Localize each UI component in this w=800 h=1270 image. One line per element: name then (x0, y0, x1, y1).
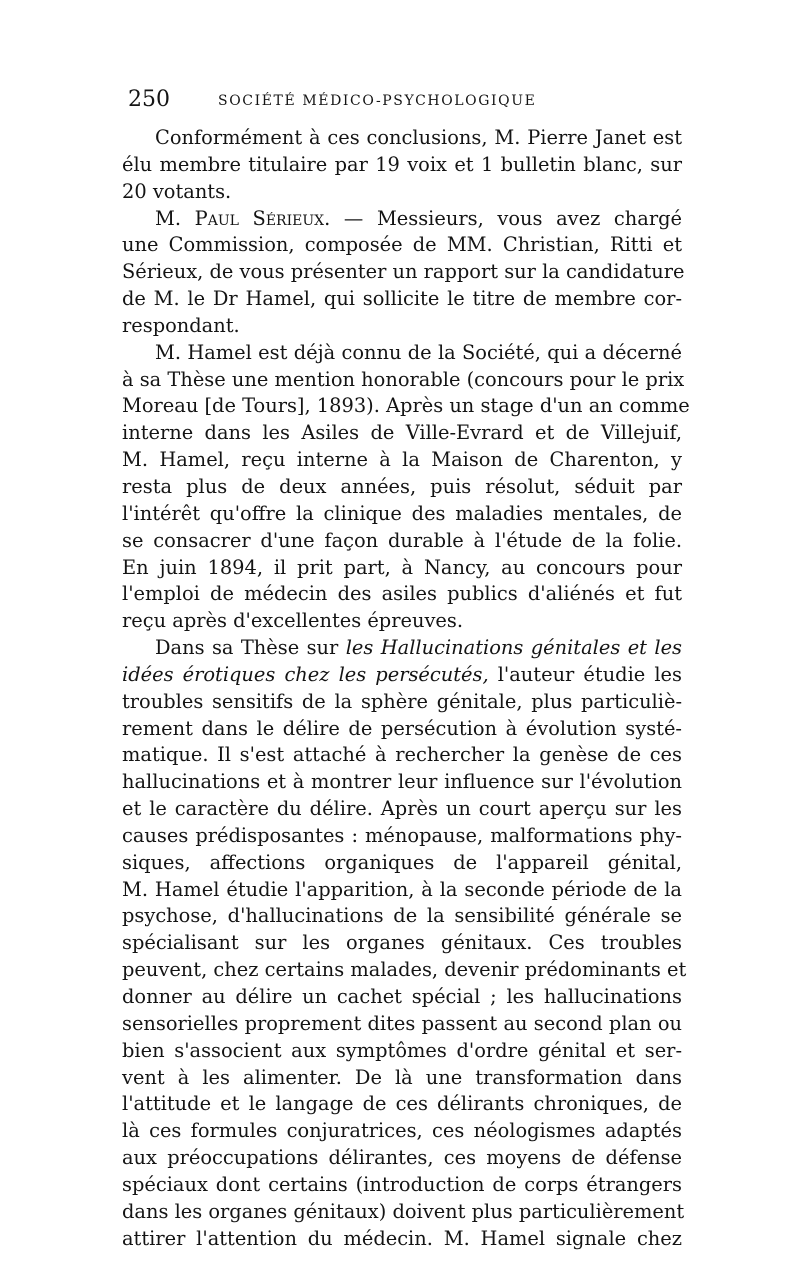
line-text: En juin 1894, il prit part, à Nancy, au concours pour (122, 555, 682, 579)
text-line-p1-l1 (122, 125, 682, 152)
text-line-p4-l5 (122, 742, 682, 769)
line-text: sensorielles proprement dites passent au second plan ou (122, 1011, 682, 1035)
line-text: Sérieux, de vous présenter un rapport sur la candidature (122, 260, 685, 284)
text-line-p2-l4 (122, 286, 682, 313)
text-line-p4-l23 (122, 1226, 682, 1253)
text-line-p3-l1 (122, 340, 682, 367)
page-header (128, 88, 680, 112)
line-text: et le caractère du délire. Après un court aperçu sur les (122, 797, 682, 821)
text-line-p3-l10 (122, 581, 682, 608)
line-text: interne dans les Asiles de Ville-Evrard et de Villejuif, (122, 421, 682, 445)
line-text: M. Hamel étudie l'apparition, à la seconde période de la (122, 877, 682, 901)
text-line-p4-l4 (122, 716, 682, 743)
line-text: de M. le Dr Hamel, qui sollicite le titre de membre cor- (122, 287, 682, 311)
line-text: Dans sa Thèse sur (155, 636, 346, 660)
text-line-p4-l18 (122, 1091, 682, 1118)
text-line-p3-l3 (122, 393, 690, 420)
text-line-p4-l21 (122, 1172, 682, 1199)
text-line-p2-l1 (122, 206, 682, 233)
italic-title: idées érotiques chez les persécutés, (122, 662, 489, 686)
text-line-p3-l6 (122, 474, 682, 501)
text-line-p3-l11 (122, 608, 682, 635)
text-line-p4-l10 (122, 877, 682, 904)
text-line-p4-l15 (122, 1011, 682, 1038)
text-line-p3-l5 (122, 447, 682, 474)
running-title: SOCIÉTÉ MÉDICO-PSYCHOLOGIQUE (218, 93, 537, 109)
line-text: se consacrer d'une façon durable à l'étude de la folie. (122, 528, 682, 552)
text-line-p3-l9 (122, 555, 682, 582)
line-text: l'auteur étudie les (488, 662, 682, 686)
line-text: spéciaux dont certains (introduction de corps étrangers (122, 1172, 682, 1196)
line-text: psychose, d'hallucinations de la sensibilité générale se (122, 904, 682, 928)
line-text: resta plus de deux années, puis résolut, séduit par (122, 474, 682, 498)
line-text: spécialisant sur les organes génitaux. Ces troubles (122, 931, 682, 955)
text-line-p2-l3 (122, 259, 685, 286)
page-number: 250 (128, 87, 170, 112)
line-text: matique. Il s'est attaché à rechercher la genèse de ces (122, 743, 682, 767)
line-text: donner au délire un cachet spécial ; les hallucinations (122, 985, 682, 1008)
speaker-name: M. Paul Sérieux. (155, 206, 331, 230)
text-line-p4-l3 (122, 689, 682, 716)
line-text: aux préoccupations délirantes, ces moyens de défense (122, 1146, 682, 1170)
line-text: l'intérêt qu'offre la clinique des maladies mentales, de (122, 501, 682, 525)
text-line-p4-l17 (122, 1065, 682, 1092)
body-text (122, 125, 690, 1252)
line-text: M. Hamel est déjà connu de la Société, qui a décerné (155, 340, 682, 364)
line-text: peuvent, chez certains malades, devenir prédominants et (122, 958, 687, 982)
line-text: là ces formules conjuratrices, ces néologismes adaptés (122, 1119, 682, 1143)
line-text: rement dans le délire de persécution à évolution systé- (122, 716, 682, 740)
line-text: respondant. (122, 313, 240, 337)
line-text: bien s'associent aux symptômes d'ordre génital et ser- (122, 1038, 682, 1062)
text-line-p1-l3 (122, 179, 682, 206)
text-line-p4-l19 (122, 1118, 682, 1145)
line-text: attirer l'attention du médecin. M. Hamel signale chez (122, 1226, 682, 1250)
text-line-p4-l22 (122, 1199, 685, 1226)
line-text: M. Hamel, reçu interne à la Maison de Charenton, y (122, 448, 682, 472)
text-line-p4-l9 (122, 850, 682, 877)
line-text: Conformément à ces conclusions, M. Pierre Janet est (155, 126, 682, 149)
text-line-p4-l2 (122, 662, 682, 689)
line-text: l'attitude et le langage de ces délirants chroniques, de (122, 1092, 682, 1116)
line-text: troubles sensitifs de la sphère génitale, plus particuliè- (122, 689, 682, 713)
text-line-p4-l12 (122, 930, 682, 957)
text-line-p3-l2 (122, 367, 685, 394)
line-text: élu membre titulaire par 19 voix et 1 bulletin blanc, sur (122, 152, 682, 176)
line-text: reçu après d'excellentes épreuves. (122, 609, 463, 633)
line-text: une Commission, composée de MM. Christian, Ritti et (122, 233, 682, 257)
text-line-p4-l7 (122, 796, 682, 823)
line-text: Moreau [de Tours], 1893). Après un stage d'un an comme (122, 394, 690, 418)
italic-title: les Hallucinations génitales et les (345, 636, 682, 660)
line-text: siques, affections organiques de l'appareil génital, (122, 850, 682, 874)
text-line-p4-l8 (122, 823, 682, 850)
line-text: à sa Thèse une mention honorable (concours pour le prix (122, 367, 685, 391)
text-line-p4-l1 (122, 635, 682, 662)
line-text: vent à les alimenter. De là une transformation dans (122, 1065, 682, 1089)
line-text: hallucinations et à montrer leur influence sur l'évolution (122, 770, 682, 794)
text-line-p4-l13 (122, 957, 687, 984)
text-line-p4-l11 (122, 903, 682, 930)
text-line-p4-l14 (122, 984, 682, 1011)
line-text: 20 votants. (122, 179, 232, 203)
text-line-p1-l2 (122, 152, 682, 179)
text-line-p2-l5 (122, 313, 682, 340)
text-line-p4-l20 (122, 1145, 682, 1172)
text-line-p3-l7 (122, 501, 682, 528)
line-text: l'emploi de médecin des asiles publics d'aliénés et fut (122, 582, 682, 606)
text-line-p4-l6 (122, 769, 682, 796)
line-text: — Messieurs, vous avez chargé (330, 206, 682, 230)
text-line-p2-l2 (122, 232, 682, 259)
text-line-p3-l8 (122, 528, 682, 555)
line-text: dans les organes génitaux) doivent plus particulièrement (122, 1199, 685, 1223)
line-text: causes prédisposantes : ménopause, malformations phy- (122, 823, 682, 847)
text-line-p4-l16 (122, 1038, 682, 1065)
text-line-p3-l4 (122, 420, 682, 447)
